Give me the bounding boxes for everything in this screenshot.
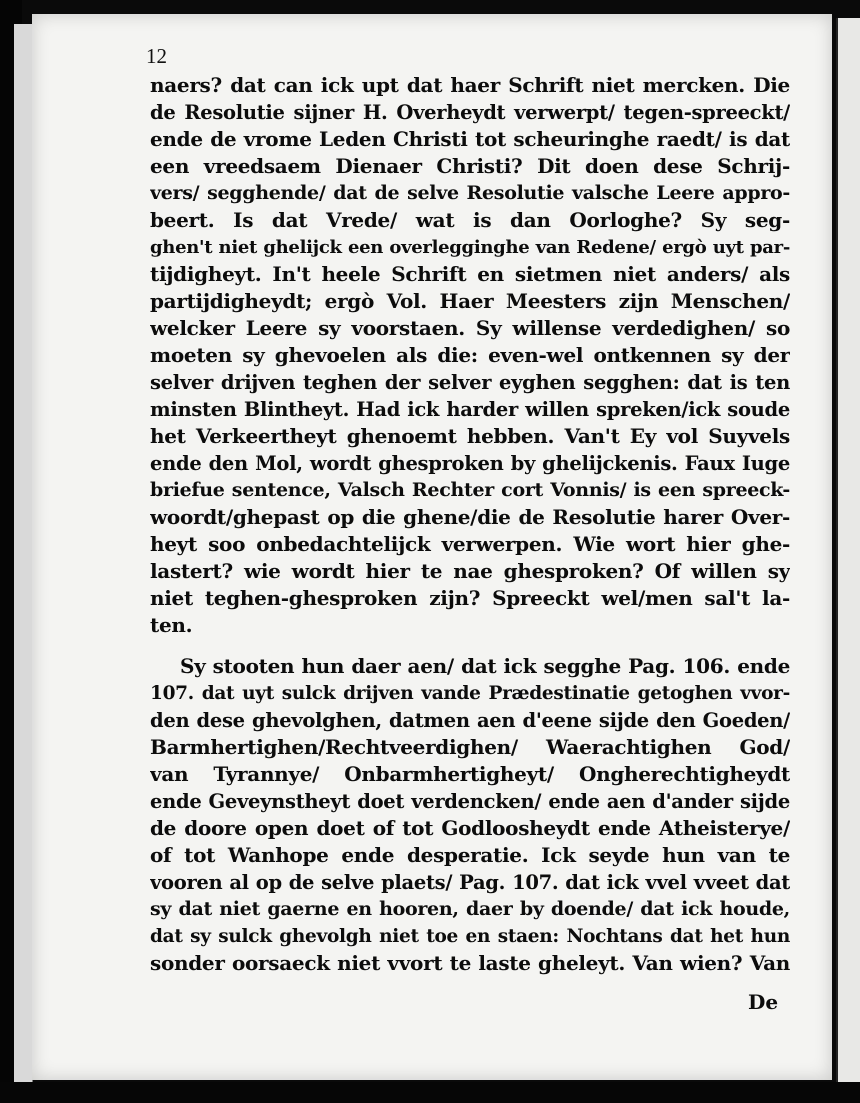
text-line: selver drijven teghen der selver eyghen segghen: dat is ten <box>150 371 790 394</box>
text-line: den dese ghevolghen, datmen aen d'eene sijde den Goeden/ <box>150 709 790 732</box>
text-line: 107. dat uyt sulck drijven vande Prædestinatie getoghen vvor- <box>150 683 790 704</box>
text-line: ghen't niet ghelijck een overlegginghe van Redene/ ergò uyt par- <box>150 237 790 258</box>
page-number: 12 <box>146 44 167 68</box>
text-line: sonder oorsaeck niet vvort te laste gheleyt. Van wien? Van <box>150 951 790 975</box>
text-line: het Verkeertheyt ghenoemt hebben. Van't Ey vol Suyvels <box>150 424 790 448</box>
text-line: ende den Mol, wordt ghesproken by ghelijckenis. Faux Iuge <box>150 452 790 475</box>
text-line: de doore open doet of tot Godloosheydt ende Atheisterye/ <box>150 816 790 840</box>
text-line: Barmhertighen/Rechtveerdighen/ Waerachtighen God/ <box>150 735 790 759</box>
text-line: Sy stooten hun daer aen/ dat ick segghe Pag. 106. ende <box>180 654 790 678</box>
page-body <box>150 72 790 977</box>
text-line: ende de vrome Leden Christi tot scheuringhe raedt/ is dat <box>150 127 790 151</box>
text-line: tijdigheyt. In't heele Schrift en sietmen niet anders/ als <box>150 262 790 286</box>
text-line: moeten sy ghevoelen als die: even-wel ontkennen sy der <box>150 343 790 367</box>
facing-page-edge <box>14 24 33 1084</box>
text-line: een vreedsaem Dienaer Christi? Dit doen dese Schrij- <box>150 154 790 178</box>
text-line: sy dat niet gaerne en hooren, daer by doende/ dat ick houde, <box>150 898 790 920</box>
text-line: vooren al op de selve plaets/ Pag. 107. dat ick vvel vveet dat <box>150 871 790 894</box>
text-line: heyt soo onbedachtelijck verwerpen. Wie wort hier ghe- <box>150 532 790 556</box>
text-line: beert. Is dat Vrede/ wat is dan Oorloghe? Sy seg- <box>150 208 790 232</box>
text-line: briefue sentence, Valsch Rechter cort Vonnis/ is een spreeck- <box>150 479 790 501</box>
text-line: ende Geveynstheyt doet verdencken/ ende aen d'ander sijde <box>150 790 790 813</box>
catchword: De <box>748 990 779 1014</box>
text-line: lastert? wie wordt hier te nae ghesproken? Of willen sy <box>150 559 790 583</box>
scan-bottom-border <box>0 1082 860 1103</box>
text-line: woordt/ghepast op die ghene/die de Resolutie harer Over- <box>150 505 790 529</box>
text-line: ten. <box>150 613 193 637</box>
text-line: dat sy sulck ghevolgh niet toe en staen: Nochtans dat het hun <box>150 926 790 947</box>
text-line: partijdigheydt; ergò Vol. Haer Meesters zijn Menschen/ <box>150 289 790 313</box>
text-line: vers/ segghende/ dat de selve Resolutie valsche Leere appro- <box>150 182 790 204</box>
text-line: naers? dat can ick upt dat haer Schrift niet mercken. Die <box>150 73 790 97</box>
text-line: of tot Wanhope ende desperatie. Ick seyde hun van te <box>150 843 790 867</box>
text-line: van Tyrannye/ Onbarmhertigheyt/ Ongherechtigheydt <box>150 762 790 786</box>
next-page-edge <box>836 18 860 1088</box>
text-line: niet teghen-ghesproken zijn? Spreeckt wel/men sal't la- <box>150 586 790 610</box>
text-line: minsten Blintheyt. Had ick harder willen spreken/ick soude <box>150 398 790 421</box>
text-line: welcker Leere sy voorstaen. Sy willense verdedighen/ so <box>150 316 790 340</box>
text-line: de Resolutie sijner H. Overheydt verwerpt/ tegen-spreeckt/ <box>150 101 790 124</box>
